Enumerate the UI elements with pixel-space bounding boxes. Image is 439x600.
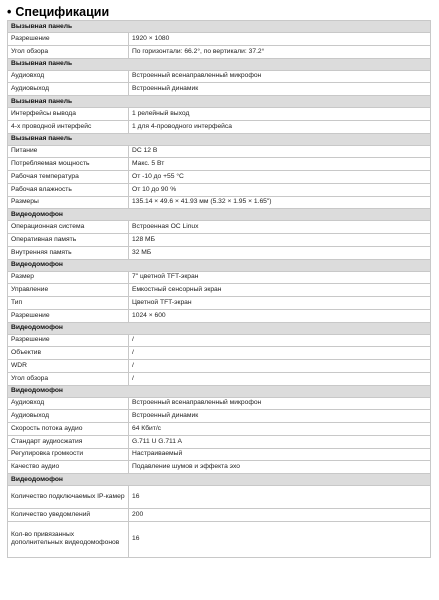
spec-row [8,360,431,373]
spec-label: Аудиовход [8,397,129,410]
section-header-row [8,133,431,145]
spec-label: Кол-во привязанных дополнительных видеодомофонов [8,521,129,557]
section-header: Видеодомофон [8,385,431,397]
spec-label: Разрешение [8,309,129,322]
spec-value: Встроенный динамик [129,410,431,423]
section-header-row [8,96,431,108]
spec-value: Макс. 5 Вт [129,158,431,171]
spec-row [8,334,431,347]
spec-value: 200 [129,509,431,522]
section-header-row [8,474,431,486]
spec-label: Аудиовход [8,70,129,83]
spec-label: Угол обзора [8,372,129,385]
spec-row [8,83,431,96]
spec-value: 1 для 4-проводного интерфейса [129,120,431,133]
spec-label: Объектив [8,347,129,360]
spec-row [8,347,431,360]
spec-value: 7" цветной TFT-экран [129,271,431,284]
spec-row [8,309,431,322]
spec-value: 1024 × 600 [129,309,431,322]
spec-label: Операционная система [8,221,129,234]
spec-value: 135.14 × 49.6 × 41.93 мм (5.32 × 1.95 × 1.65") [129,196,431,209]
spec-value: 64 Кбит/с [129,423,431,436]
spec-row [8,246,431,259]
spec-label: Интерфейсы вывода [8,108,129,121]
spec-label: Разрешение [8,334,129,347]
spec-row [8,108,431,121]
spec-row [8,171,431,184]
spec-label: Скорость потока аудио [8,423,129,436]
spec-label: Тип [8,297,129,310]
spec-value: 16 [129,486,431,509]
spec-row [8,70,431,83]
spec-row [8,145,431,158]
spec-label: Управление [8,284,129,297]
spec-label: Количество уведомлений [8,509,129,522]
title-text: Спецификации [15,5,110,19]
spec-row [8,486,431,509]
spec-label: Оперативная память [8,234,129,247]
spec-value: Встроенный всенаправленный микрофон [129,70,431,83]
spec-row [8,45,431,58]
spec-row [8,461,431,474]
spec-label: Аудиовыход [8,83,129,96]
spec-value: 128 МБ [129,234,431,247]
spec-value: / [129,347,431,360]
spec-value: Встроенный динамик [129,83,431,96]
section-header: Вызывная панель [8,21,431,33]
section-header: Видеодомофон [8,209,431,221]
bullet-icon: • [7,5,12,19]
spec-value: От -10 до +55 °C [129,171,431,184]
spec-row [8,297,431,310]
spec-row [8,521,431,557]
spec-label: Размер [8,271,129,284]
spec-value: Настраиваемый [129,448,431,461]
spec-value: G.711 U G.711 A [129,435,431,448]
spec-value: 32 МБ [129,246,431,259]
spec-row [8,196,431,209]
spec-value: / [129,360,431,373]
spec-row [8,183,431,196]
section-header: Вызывная панель [8,133,431,145]
spec-label: Внутренняя память [8,246,129,259]
spec-value: От 10 до 90 % [129,183,431,196]
spec-row [8,284,431,297]
spec-row [8,448,431,461]
spec-label: Стандарт аудиосжатия [8,435,129,448]
spec-row [8,234,431,247]
spec-table [7,20,431,558]
section-header: Вызывная панель [8,96,431,108]
spec-label: Угол обзора [8,45,129,58]
spec-label: Качество аудио [8,461,129,474]
spec-value: Цветной TFT-экран [129,297,431,310]
section-header: Видеодомофон [8,474,431,486]
spec-value: Подавление шумов и эффекта эхо [129,461,431,474]
section-header: Видеодомофон [8,322,431,334]
spec-label: Регулировка громкости [8,448,129,461]
section-header: Вызывная панель [8,58,431,70]
spec-label: WDR [8,360,129,373]
spec-label: Размеры [8,196,129,209]
spec-value: / [129,334,431,347]
section-header-row [8,322,431,334]
spec-label: Количество подключаемых IP-камер [8,486,129,509]
spec-row [8,271,431,284]
spec-row [8,372,431,385]
section-header-row [8,385,431,397]
spec-value: Емкостный сенсорный экран [129,284,431,297]
section-header-row [8,209,431,221]
spec-label: Разрешение [8,33,129,46]
spec-value: 1 релейный выход [129,108,431,121]
section-header-row [8,58,431,70]
spec-value: 16 [129,521,431,557]
spec-label: Рабочая влажность [8,183,129,196]
spec-value: Встроенный всенаправленный микрофон [129,397,431,410]
spec-value: / [129,372,431,385]
spec-table-body [8,21,431,558]
spec-row [8,435,431,448]
spec-label: Питание [8,145,129,158]
spec-row [8,120,431,133]
spec-value: 1920 × 1080 [129,33,431,46]
spec-row [8,33,431,46]
spec-label: Потребляемая мощность [8,158,129,171]
spec-value: DC 12 В [129,145,431,158]
section-header-row [8,21,431,33]
section-header-row [8,259,431,271]
spec-row [8,410,431,423]
spec-label: 4-х проводной интерфейс [8,120,129,133]
page-title [7,4,432,20]
section-header: Видеодомофон [8,259,431,271]
spec-value: Встроенная ОС Linux [129,221,431,234]
spec-label: Рабочая температура [8,171,129,184]
spec-row [8,509,431,522]
spec-row [8,221,431,234]
spec-row [8,423,431,436]
spec-label: Аудиовыход [8,410,129,423]
spec-row [8,397,431,410]
spec-row [8,158,431,171]
spec-value: По горизонтали: 66.2°, по вертикали: 37.2° [129,45,431,58]
